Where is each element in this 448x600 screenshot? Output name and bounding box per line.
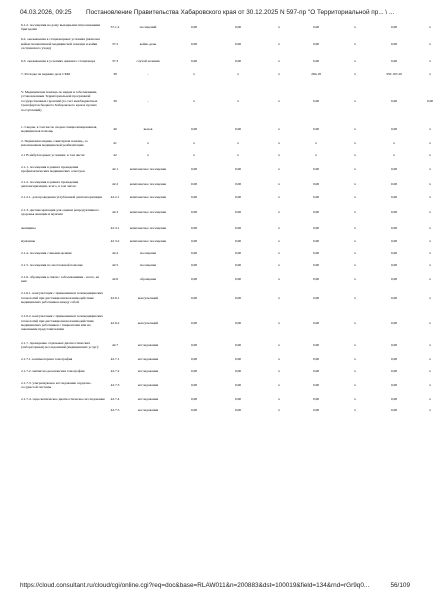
table-row [20, 33, 448, 55]
table-cell: 2.1.3. диспансеризация для оценки репродуктивного здоровья женщин и мужчин [21, 207, 100, 216]
table-cell: 0,00 [426, 98, 434, 103]
table-cell: x [354, 238, 356, 243]
table-cell: x [278, 407, 280, 412]
table-cell: x [429, 276, 431, 281]
table-cell: x [429, 71, 431, 76]
print-date: 04.03.2026, 09:25 [20, 9, 72, 16]
table-cell: 2.1.4. посещения с иными целями [21, 250, 72, 255]
table-cell: исследования [137, 396, 159, 401]
table-cell: 0,00 [190, 238, 198, 243]
table-cell: x [278, 166, 280, 171]
table-cell: исследования [137, 342, 159, 347]
table-cell: 2.1.7.2. магнитно-резонансная томография [21, 368, 85, 373]
table-cell: 0,00 [190, 24, 198, 29]
table-cell: мужчины [21, 238, 36, 243]
table-cell: x [278, 295, 280, 300]
table-row [20, 149, 448, 161]
table-cell: 0,00 [312, 238, 320, 243]
table-cell: 42 [113, 152, 117, 157]
table-cell: 284,18 [311, 71, 321, 76]
table-cell: x [278, 320, 280, 325]
table-cell: x [393, 140, 395, 145]
table-cell: 0,00 [312, 24, 320, 29]
table-cell: 2.1.7.1. компьютерная томография [21, 356, 73, 361]
table-cell: x [354, 356, 356, 361]
table-cell: 42.6 [111, 276, 119, 281]
table-cell: 0,00 [390, 250, 398, 255]
table-cell: 6.1.2. посещения на дому выездными патронажными бригадами [21, 22, 101, 31]
table-cell: x [429, 126, 431, 131]
table-cell: 0,00 [234, 41, 242, 46]
table-row [20, 365, 448, 377]
table-row [20, 247, 448, 259]
table-cell: 42.7 [111, 342, 119, 347]
table-cell: посещений [139, 24, 157, 29]
table-cell: 0,00 [390, 166, 398, 171]
table-cell: x [278, 276, 280, 281]
table-cell: x [354, 194, 356, 199]
table-cell: 0,00 [190, 181, 198, 186]
table-cell: комплексное посещение [129, 194, 167, 199]
table-cell: 0,00 [234, 396, 242, 401]
table-cell: 0,00 [190, 407, 198, 412]
table-cell: 0,00 [312, 41, 320, 46]
table-cell: x [354, 181, 356, 186]
table-cell: 0,00 [390, 382, 398, 387]
table-cell: x [429, 262, 431, 267]
table-cell: x [354, 250, 356, 255]
table-cell: 42.7.1 [110, 356, 120, 361]
table-cell: x [278, 194, 280, 199]
table-cell: x [354, 126, 356, 131]
table-cell: 37.1.2 [110, 24, 120, 29]
table-cell: 42.6.1 [110, 295, 120, 300]
table-cell: 0,00 [234, 368, 242, 373]
table-cell: 0,00 [234, 58, 242, 63]
table-cell: 0,00 [390, 342, 398, 347]
table-cell: 38 [113, 71, 117, 76]
table-cell: 39 [113, 98, 117, 103]
table-cell: 0,00 [190, 396, 198, 401]
table-cell: 2.1.1. посещения в рамках проведения профилактических медицинских осмотров [21, 164, 85, 173]
table-cell: x [278, 342, 280, 347]
table-cell: 0,00 [190, 225, 198, 230]
table-cell: 2. Первичная медико-санитарная помощь, за исключением медицинской реабилитации [21, 138, 88, 147]
table-cell: 0,00 [190, 295, 198, 300]
table-cell: 0,00 [312, 396, 320, 401]
table-cell: x [429, 181, 431, 186]
table-row [20, 309, 448, 337]
table-cell: 0,00 [190, 342, 198, 347]
table-cell: 0,00 [234, 24, 242, 29]
table-cell: x [354, 140, 356, 145]
table-cell: 42.3 [111, 209, 119, 214]
table-cell: x [193, 140, 195, 145]
table-cell: 0,00 [234, 225, 242, 230]
table-cell: 0,00 [390, 98, 398, 103]
table-cell: исследования [137, 368, 159, 373]
table-cell: комплексное посещение [129, 181, 167, 186]
table-cell: x [429, 368, 431, 373]
table-cell: 0,00 [234, 209, 242, 214]
table-row [20, 21, 448, 33]
table-cell: 0,00 [234, 276, 242, 281]
table-cell: 0,00 [234, 262, 242, 267]
table-cell: 42.3.2 [110, 238, 120, 243]
table-cell: комплексное посещение [129, 225, 167, 230]
table-cell: 0,00 [190, 320, 198, 325]
table-cell: 0,00 [390, 262, 398, 267]
table-cell: x [429, 24, 431, 29]
table-cell: 0,00 [190, 166, 198, 171]
table-cell: 37.2 [111, 41, 119, 46]
table-row [20, 337, 448, 353]
table-cell: x [429, 238, 431, 243]
table-row [20, 235, 448, 247]
table-cell: x [193, 152, 195, 157]
table-cell: 2.1.6.1. консультация с применением телемедицинских технологий при дистанционном взаимодействии медицинских работников между собой [21, 291, 103, 305]
table-cell: 2.1.6. обращения в связи с заболеваниями - всего, из них: [21, 274, 100, 283]
table-cell: 0,00 [312, 407, 320, 412]
table-cell: 0,00 [234, 238, 242, 243]
table-row [20, 259, 448, 271]
table-row [20, 55, 448, 67]
table-row [20, 393, 448, 405]
table-cell: 42.7.4 [110, 396, 120, 401]
table-cell: консультаций [137, 295, 159, 300]
table-cell: 0,00 [190, 262, 198, 267]
table-cell: 0,00 [234, 295, 242, 300]
table-cell: 0,00 [190, 368, 198, 373]
table-cell: x [354, 276, 356, 281]
table-cell: 0,00 [390, 58, 398, 63]
table-cell: 0,00 [312, 126, 320, 131]
table-cell: x [147, 140, 149, 145]
table-row [20, 81, 448, 121]
table-cell: 0,00 [312, 295, 320, 300]
table-cell: 0,00 [390, 181, 398, 186]
table-cell: x [354, 262, 356, 267]
table-cell: 0,00 [234, 126, 242, 131]
table-cell: x [193, 98, 195, 103]
table-cell: 6.3. оказываемая в условиях дневного стационара [21, 58, 96, 63]
table-cell: x [278, 396, 280, 401]
table-cell: x [354, 382, 356, 387]
table-cell: 42.7.3 [110, 382, 120, 387]
table-cell: 42.2.1 [110, 194, 120, 199]
table-cell: 42.2 [111, 181, 119, 186]
table-cell: x [429, 407, 431, 412]
table-cell: 42.6.2 [110, 320, 120, 325]
table-cell [20, 405, 106, 415]
table-cell: 0,00 [190, 41, 198, 46]
table-cell: x [315, 152, 317, 157]
table-row [20, 137, 448, 149]
table-cell: 0,00 [390, 276, 398, 281]
table-cell: x [354, 41, 356, 46]
table-cell: x [354, 368, 356, 373]
table-cell: x [278, 24, 280, 29]
table-row [20, 271, 448, 287]
table-row [20, 287, 448, 309]
table-cell: 0,00 [190, 276, 198, 281]
table-cell: койко-день [139, 41, 157, 46]
table-cell: x [429, 320, 431, 325]
table-cell: 0,00 [312, 194, 320, 199]
table-row [20, 203, 448, 221]
table-cell: x [429, 225, 431, 230]
table-cell: 0,00 [234, 382, 242, 387]
table-cell: 0,00 [312, 166, 320, 171]
table-cell: 0,00 [190, 194, 198, 199]
table-cell: x [429, 58, 431, 63]
table-cell: x [237, 98, 239, 103]
table-cell: - [147, 71, 149, 76]
table-cell: 2.1 В амбулаторных условиях, в том числе: [21, 152, 86, 157]
table-cell: 42.7.5 [110, 407, 120, 412]
table-cell: 0,00 [390, 41, 398, 46]
table-cell: 0,00 [390, 356, 398, 361]
table-cell: x [278, 209, 280, 214]
table-cell: x [278, 71, 280, 76]
table-row [20, 405, 448, 415]
table-cell: x [354, 396, 356, 401]
table-cell: x [429, 250, 431, 255]
table-cell: консультаций [137, 320, 159, 325]
table-cell: x [354, 98, 356, 103]
table-cell: x [278, 41, 280, 46]
table-cell: x [429, 295, 431, 300]
table-cell: 2.1.7.4. эндоскопическое диагностическое исследование [21, 396, 105, 401]
table-row [20, 121, 448, 137]
table-cell: x [354, 166, 356, 171]
table-cell: x [237, 71, 239, 76]
table-cell: x [278, 250, 280, 255]
table-cell: x [193, 71, 195, 76]
table-cell: x [429, 382, 431, 387]
table-cell: x [354, 24, 356, 29]
table-cell: 0,00 [312, 181, 320, 186]
table-cell: x [278, 58, 280, 63]
table-cell: x [429, 209, 431, 214]
table-cell: x [278, 126, 280, 131]
table-cell: x [278, 382, 280, 387]
table-cell: x [237, 152, 239, 157]
table-cell: 0,00 [190, 356, 198, 361]
table-cell: посещение [139, 250, 157, 255]
document-url: https://cloud.consultant.ru/cloud/cgi/online.cgi?req=doc&base=RLAW011&n=200883&dst=100019&field=134&rnd=rGr9q0... [20, 582, 370, 589]
table-cell: x [354, 209, 356, 214]
table-cell: x [354, 342, 356, 347]
table-cell: x [278, 368, 280, 373]
table-cell: x [278, 262, 280, 267]
table-cell: 350 197,20 [386, 71, 402, 76]
table-cell: 41 [113, 140, 117, 145]
page-number: 56/109 [390, 582, 410, 589]
table-cell: посещение [139, 262, 157, 267]
table-cell: 2.1.6.2. консультация с применением телемедицинских технологий при дистанционном взаимодействии медицинских работников с пациентами или их законными представителями [21, 314, 103, 332]
table-cell: 0,00 [312, 225, 320, 230]
table-cell: x [278, 152, 280, 157]
table-cell: x [354, 71, 356, 76]
table-cell: 0,00 [312, 342, 320, 347]
table-cell: 1. Скорая, в том числе скорая специализированная, медицинская помощь [21, 124, 98, 133]
table-body [20, 21, 448, 415]
table-cell: 40 [113, 126, 117, 131]
table-cell: x [429, 396, 431, 401]
table-cell: 42.3.1 [110, 225, 120, 230]
table-cell: 0,00 [312, 356, 320, 361]
table-cell: 0,00 [312, 250, 320, 255]
table-cell: комплексное посещение [129, 166, 167, 171]
table-cell: x [237, 140, 239, 145]
table-cell: 0,00 [312, 262, 320, 267]
print-footer [0, 580, 424, 592]
table-cell: 0,00 [312, 209, 320, 214]
table-cell: x [393, 152, 395, 157]
table-cell: x [278, 98, 280, 103]
table-cell: 0,00 [312, 276, 320, 281]
table-cell: 0,00 [390, 24, 398, 29]
table-cell: 0,00 [390, 396, 398, 401]
table-cell: 0,00 [312, 382, 320, 387]
table-cell: - [147, 98, 149, 103]
budget-table [20, 21, 448, 415]
table-cell: случай лечения [136, 58, 160, 63]
table-cell: x [429, 194, 431, 199]
table-cell: x [429, 356, 431, 361]
table-cell: 42.7.2 [110, 368, 120, 373]
table-cell: x [429, 140, 431, 145]
table-cell: исследования [137, 382, 159, 387]
table-cell: x [354, 225, 356, 230]
table-cell: 2.1.2.1. для проведения углубленной диспансеризации [21, 194, 102, 199]
table-cell: исследования [137, 407, 159, 412]
table-cell: женщины [21, 225, 36, 230]
table-cell: 0,00 [234, 342, 242, 347]
table-cell: x [354, 320, 356, 325]
table-cell: x [147, 152, 149, 157]
table-row [20, 377, 448, 393]
table-cell: обращение [139, 276, 157, 281]
table-cell: 0,00 [390, 238, 398, 243]
table-cell: x [429, 342, 431, 347]
document-title: Постановление Правительства Хабаровского края от 30.12.2025 N 597-пр "О Территориальной пр... \ ... [86, 9, 395, 16]
table-cell: 0,00 [390, 126, 398, 131]
table-cell: 0,00 [234, 407, 242, 412]
table-cell: комплексное посещение [129, 209, 167, 214]
table-cell: 2.1.5. посещения по неотложной помощи [21, 262, 83, 267]
table-cell: вызов [143, 126, 153, 131]
table-cell: x [278, 181, 280, 186]
table-cell: x [354, 58, 356, 63]
table-cell: 2.1.7.3. ультразвуковое исследование сердечно-сосудистой системы [21, 380, 92, 389]
table-cell: x [278, 238, 280, 243]
table-cell: 0,00 [390, 194, 398, 199]
table-cell: 0,00 [190, 382, 198, 387]
print-header [0, 7, 424, 19]
table-row [20, 353, 448, 365]
table-cell: 0,00 [190, 209, 198, 214]
table-cell: исследования [137, 356, 159, 361]
table-cell: x [429, 41, 431, 46]
table-cell: 0,00 [190, 126, 198, 131]
table-cell: 42.5 [111, 262, 119, 267]
table-row [20, 67, 448, 81]
table-cell: 0,00 [390, 295, 398, 300]
table-cell: 7. Расходы на ведение дела СМО [21, 71, 71, 76]
table-cell: 0,00 [234, 320, 242, 325]
table-cell: x [429, 166, 431, 171]
table-cell: 0,00 [234, 250, 242, 255]
table-cell: x [315, 140, 317, 145]
table-row [20, 161, 448, 177]
table-cell: 0,00 [312, 368, 320, 373]
table-cell: x [278, 140, 280, 145]
table-cell: 0,00 [390, 320, 398, 325]
table-cell: 0,00 [234, 181, 242, 186]
table-cell: x [354, 407, 356, 412]
table-cell: 0,00 [234, 194, 242, 199]
table-cell: 2.1.7. проведение отдельных диагностических (лабораторных) исследований (медицинских услуг): [21, 340, 99, 349]
table-cell: 0,00 [390, 407, 398, 412]
table-cell: 42.4 [111, 250, 119, 255]
table-cell: x [354, 295, 356, 300]
table-cell: 6.2. оказываемая в стационарных условиях (включая койки паллиативной медицинской помощи и койки сестринского ухода) [21, 37, 100, 51]
table-cell: 0,00 [190, 58, 198, 63]
table-cell: 0,00 [190, 250, 198, 255]
table-cell: 2.1.2. посещения в рамках проведения диспансеризации, всего, в том числе: [21, 179, 79, 188]
table-cell: 0,00 [390, 209, 398, 214]
table-cell: 0,00 [312, 98, 320, 103]
table-cell: x [429, 152, 431, 157]
table-cell: x [354, 152, 356, 157]
table-cell: 0,00 [390, 368, 398, 373]
table-row [20, 177, 448, 191]
table-cell: 0,00 [312, 320, 320, 325]
table-cell: x [278, 356, 280, 361]
table-cell: 37.3 [111, 58, 119, 63]
table-row [20, 221, 448, 235]
table-cell: x [278, 225, 280, 230]
table-cell: V. Медицинская помощь по видам и заболеваниям, установленным Территориальной программой государственных гарантий (за счет межбюджетных трансфертов бюджета Хабаровского края и прочих поступлений) [21, 90, 98, 112]
table-cell: комплексное посещение [129, 238, 167, 243]
table-row [20, 191, 448, 203]
table-cell: 0,00 [234, 356, 242, 361]
table-cell: 42.1 [111, 166, 119, 171]
table-cell: 0,00 [390, 225, 398, 230]
table-cell: 0,00 [234, 166, 242, 171]
table-cell: 0,00 [312, 58, 320, 63]
